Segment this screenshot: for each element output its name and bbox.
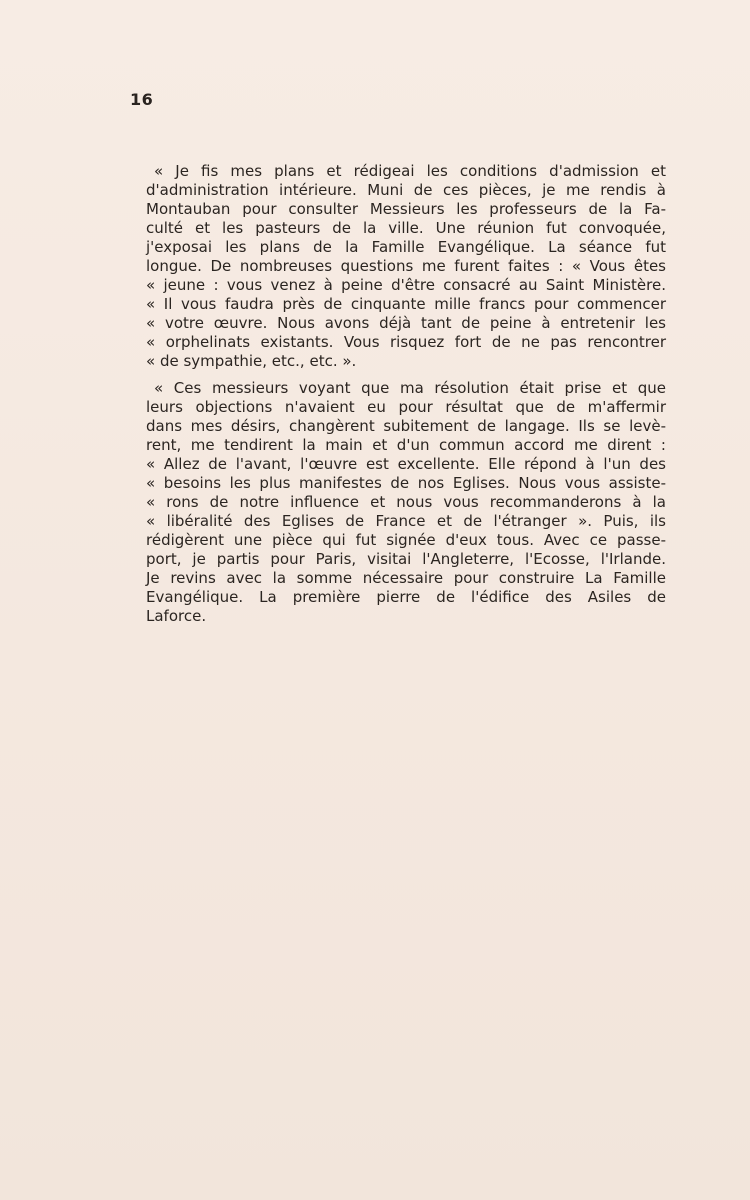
text-line: longue. De nombreuses questions me furent faites : « Vous êtes xyxy=(146,257,666,275)
text-line: « Allez de l'avant, l'œuvre est excellente. Elle répond à l'un des xyxy=(146,455,666,473)
paragraph-2 xyxy=(146,379,666,626)
text-line: « de sympathie, etc., etc. ». xyxy=(146,352,357,370)
text-line: Montauban pour consulter Messieurs les professeurs de la Fa- xyxy=(146,200,666,218)
text-line: « Je fis mes plans et rédigeai les conditions d'admission et xyxy=(154,162,666,180)
text-line: dans mes désirs, changèrent subitement de langage. Ils se levè- xyxy=(146,417,666,435)
text-line: « libéralité des Eglises de France et de l'étranger ». Puis, ils xyxy=(146,512,666,530)
text-line: leurs objections n'avaient eu pour résultat que de m'affermir xyxy=(146,398,666,416)
text-line: Evangélique. La première pierre de l'édifice des Asiles de xyxy=(146,588,666,606)
text-line: « orphelinats existants. Vous risquez fort de ne pas rencontrer xyxy=(146,333,666,351)
text-line: « besoins les plus manifestes de nos Eglises. Nous vous assiste- xyxy=(146,474,666,492)
text-line: rédigèrent une pièce qui fut signée d'eux tous. Avec ce passe- xyxy=(146,531,666,549)
text-line: Je revins avec la somme nécessaire pour construire La Famille xyxy=(146,569,666,587)
paragraph-1 xyxy=(146,162,666,371)
text-line: port, je partis pour Paris, visitai l'Angleterre, l'Ecosse, l'Irlande. xyxy=(146,550,666,568)
text-line: d'administration intérieure. Muni de ces pièces, je me rendis à xyxy=(146,181,666,199)
text-line: culté et les pasteurs de la ville. Une réunion fut convoquée, xyxy=(146,219,666,237)
text-line: Laforce. xyxy=(146,607,207,625)
text-line: « Il vous faudra près de cinquante mille francs pour commencer xyxy=(146,295,666,313)
text-line: « rons de notre influence et nous vous recommanderons à la xyxy=(146,493,666,511)
text-line: « votre œuvre. Nous avons déjà tant de peine à entretenir les xyxy=(146,314,666,332)
text-line: rent, me tendirent la main et d'un commun accord me dirent : xyxy=(146,436,666,454)
body-text xyxy=(146,162,666,634)
page-number: 16 xyxy=(130,90,154,109)
text-line: « Ces messieurs voyant que ma résolution était prise et que xyxy=(154,379,666,397)
text-line: j'exposai les plans de la Famille Evangélique. La séance fut xyxy=(146,238,666,256)
text-line: « jeune : vous venez à peine d'être consacré au Saint Ministère. xyxy=(146,276,666,294)
